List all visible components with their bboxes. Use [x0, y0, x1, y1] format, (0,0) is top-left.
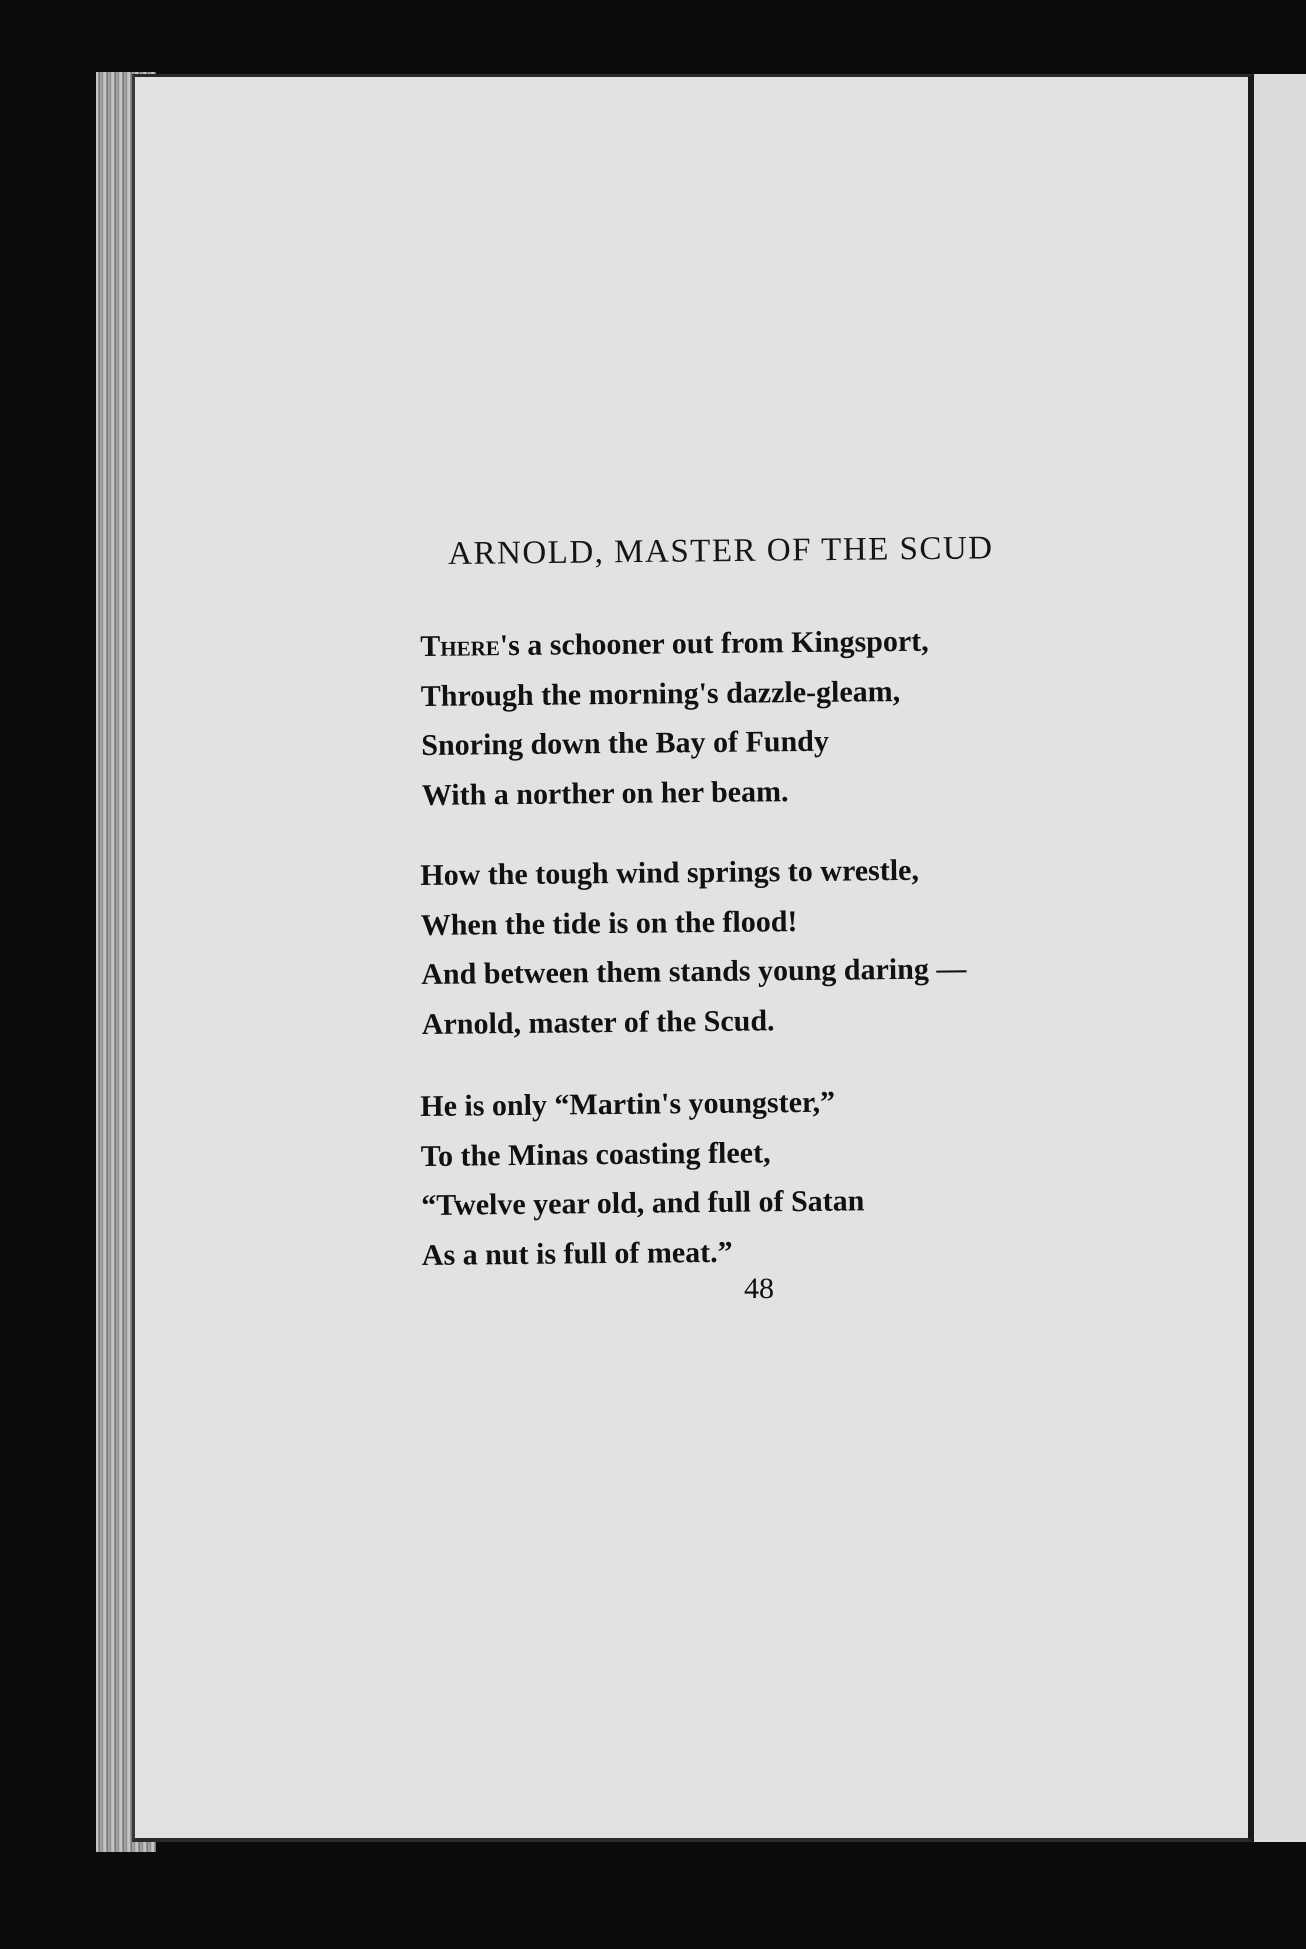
- poem-line: Arnold, master of the Scud.: [421, 1003, 775, 1041]
- page-number: 48: [744, 1272, 774, 1305]
- line-rest: 's a schooner out from Kingsport,: [499, 624, 929, 663]
- stanza-1: [420, 617, 930, 820]
- poem-line: And between them stands young daring —: [421, 952, 967, 991]
- poem-title: ARNOLD, MASTER OF THE SCUD: [448, 530, 994, 572]
- poem-line: To the Minas coasting fleet,: [420, 1135, 771, 1173]
- stanza-2: [420, 845, 967, 1049]
- poem-line: Through the morning's dazzle-gleam,: [420, 674, 901, 713]
- small-caps-lead: There: [420, 629, 500, 663]
- poem-line: With a norther on her beam.: [421, 774, 789, 812]
- stanza-3: [420, 1077, 865, 1280]
- next-page-edge: [1254, 74, 1306, 1842]
- poem-line: He is only “Martin's youngster,”: [420, 1085, 836, 1123]
- poem-line: When the tide is on the flood!: [420, 904, 798, 942]
- poem-line: How the tough wind springs to wrestle,: [420, 853, 920, 892]
- poem-line: As a nut is full of meat.”: [421, 1235, 733, 1272]
- poem-line: “Twelve year old, and full of Satan: [421, 1184, 865, 1222]
- poem-line: [420, 617, 929, 672]
- poem-line: Snoring down the Bay of Fundy: [421, 724, 830, 762]
